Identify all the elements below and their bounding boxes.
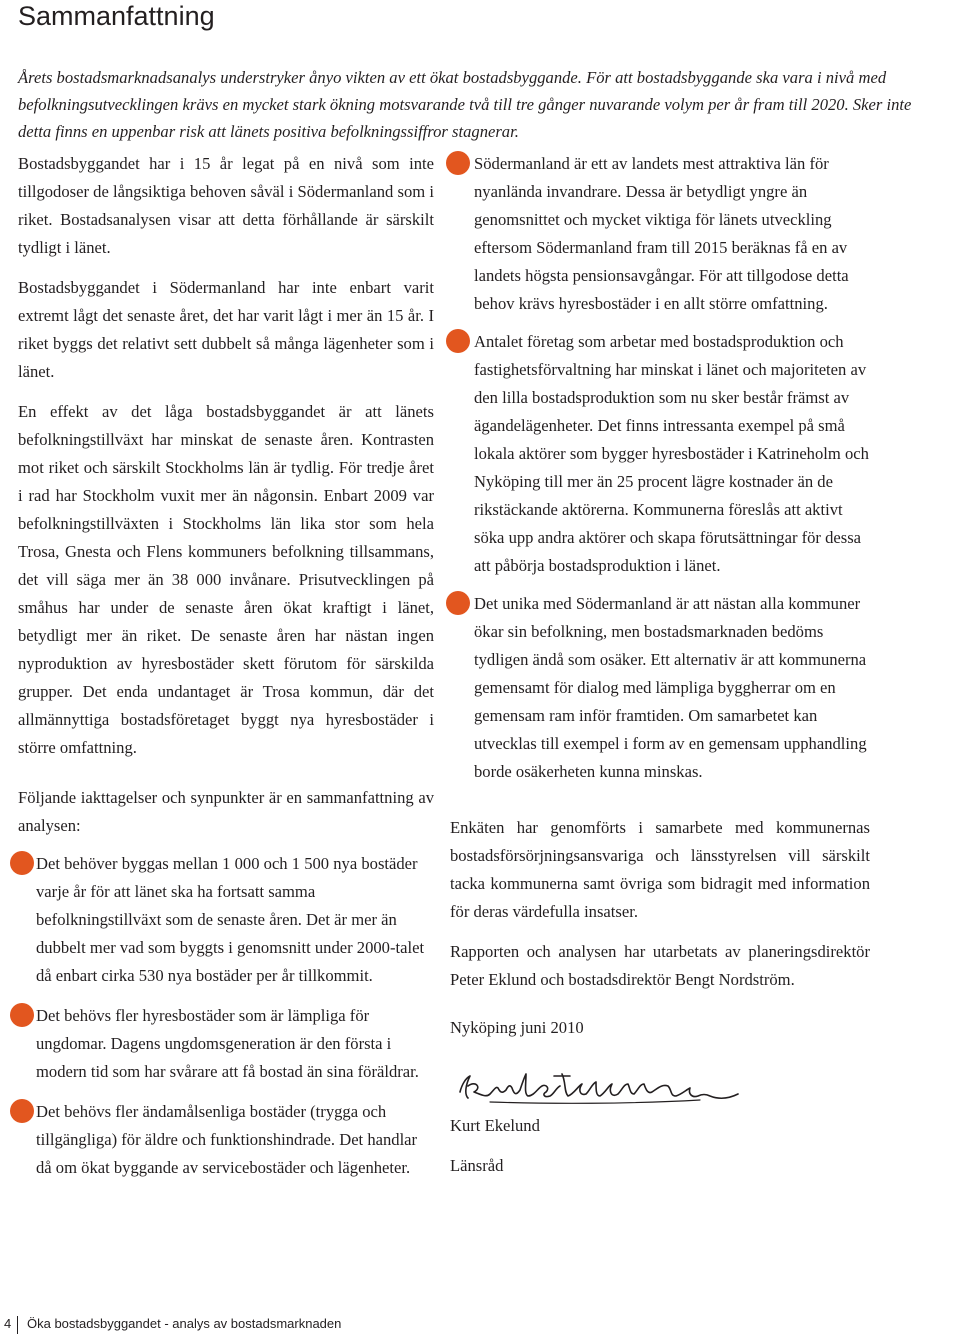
signature-block [450,1014,870,1180]
intro-text: Årets bostadsmarknadsanalys understryker ånyo vikten av ett ökat bostadsbyggande. För att bostadsbyggande ska vara i nivå med befolkningsutvecklingen krävs en mycket stark ökning motsvarande två till tre gånger nuvarande volym per år fram till 2020. Sker inte detta finns en uppenbar risk att länets positiva befolkningssiffror stagnerar. [18,68,912,141]
footer-divider [17,1316,18,1334]
bullet-item [18,1098,434,1182]
bullet-text: Det unika med Södermanland är att nästan alla kommuner ökar sin befolkning, men bostadsmarknaden bedöms tydligen ändå som osäker. Ett alternativ är att kommunerna gemensamt för dialog med lämpliga byggherrar om en gemensam ram inför framtiden. Om samarbetet kan utvecklas till exempel i form av en gemensam upphandling borde osäkerheten kunna minskas. [474,594,867,781]
bullet-text: Antalet företag som arbetar med bostadsproduktion och fastighetsförvaltning har minskat i länet och majoriteten av den lilla bostadsproduktion som nu sker består främst av ägandelägenheter. Det finns intressanta exempel på små lokala aktörer som bygger hyresbostäder i Katrineholm och Nyköping till mer än 25 procent lägre kostnader än de rikstäckande aktörerna. Kommunerna föreslås att aktivt söka upp andra aktörer och skapa förutsättningar för dessa att påbörja bostadsproduktion i länet. [474,332,869,575]
bullet-text: Det behövs fler ändamålsenliga bostäder (trygga och tillgängliga) för äldre och funktionshindrade. Det handlar då om ökat byggande av servicebostäder och lägenheter. [36,1102,418,1177]
place-date: Nyköping juni 2010 [450,1018,584,1037]
page-footer [0,1308,960,1336]
page-title: Sammanfattning [18,1,215,31]
paragraph: Följande iakttagelser och synpunkter är en sammanfattning av analysen: [18,788,434,835]
paragraph: En effekt av det låga bostadsbyggandet är att länets befolkningstillväxt har minskat de senaste åren. Kontrasten mot riket och särskilt Stockholms län är tydlig. För tredje året i rad har Stockholm vuxit mer än någonsin. Enbart 2009 var befolkningstillväxten i Stockholms län lika stor som hela Trosa, Gnesta och Flens kommuners befolkning tillsammans, det vill säga mer än 38 000 invånare. Prisutvecklingen på småhus har under de senaste åren ökat kraftigt i länet, betydligt mer än riket. De senaste åren har nästan ingen nyproduktion av hyresbostäder skett förutom för särskilda grupper. Det enda undantaget är Trosa kommun, där det allmännyttiga bostadsföretaget byggt nya hyresbostäder i större omfattning. [18,402,434,757]
paragraph: Enkäten har genomförts i samarbete med kommunernas bostadsförsörjningsansvariga och länsstyrelsen vill särskilt tacka kommunerna samt övriga som bidragit med information för deras värdefulla insatser. [450,818,870,921]
page-number: 4 [4,1316,12,1331]
bullet-text: Södermanland är ett av landets mest attraktiva län för nyanlända invandrare. Dessa är betydligt yngre än genomsnittet och mycket viktiga för länets utveckling eftersom Södermanland fram till 2015 beräknas få en av landets högsta pensionsavgångar. För att tillgodose detta behov krävs hyresbostäder i en allt större omfattning. [474,154,849,313]
bullet-icon [10,851,34,875]
signature-image [450,1054,750,1112]
right-column [450,150,870,1192]
footer-text: Öka bostadsbyggandet - analys av bostadsmarknaden [27,1316,342,1331]
bullet-item [450,590,870,786]
bullet-item [450,150,870,318]
paragraph: Rapporten och analysen har utarbetats av planeringsdirektör Peter Eklund och bostadsdirektör Bengt Nordström. [450,942,870,989]
bullet-text: Det behövs fler hyresbostäder som är lämpliga för ungdomar. Dagens ungdomsgeneration är den första i modern tid som har svårare att få bostad än sina föräldrar. [36,1006,419,1081]
bullet-icon [10,1003,34,1027]
bullet-item [450,328,870,580]
paragraph: Bostadsbyggandet i Södermanland har inte enbart varit extremt lågt det senaste året, det har varit lågt i mer än 15 år. I riket byggs det relativt sett dubbelt så många lägenheter som i länet. [18,278,434,381]
paragraph: Bostadsbyggandet har i 15 år legat på en nivå som inte tillgodoser de långsiktiga behoven såväl i Södermanland som i riket. Bostadsanalysen visar att detta förhållande är särskilt tydligt i länet. [18,154,434,257]
signer-role: Länsråd [450,1156,504,1175]
signer-name: Kurt Ekelund [450,1116,540,1135]
left-column [18,150,434,1194]
bullet-text: Det behöver byggas mellan 1 000 och 1 500 nya bostäder varje år för att länet ska ha fortsatt samma befolkningstillväxt som de senaste åren. Det är mer än dubbelt mer vad som byggts i genomsnitt under 2000-talet då enbart cirka 530 nya bostäder per år tillkommit. [36,854,425,985]
bullet-icon [446,151,470,175]
bullet-icon [10,1099,34,1123]
bullet-icon [446,591,470,615]
bullet-item [18,1002,434,1086]
bullet-icon [446,329,470,353]
bullet-item [18,850,434,990]
